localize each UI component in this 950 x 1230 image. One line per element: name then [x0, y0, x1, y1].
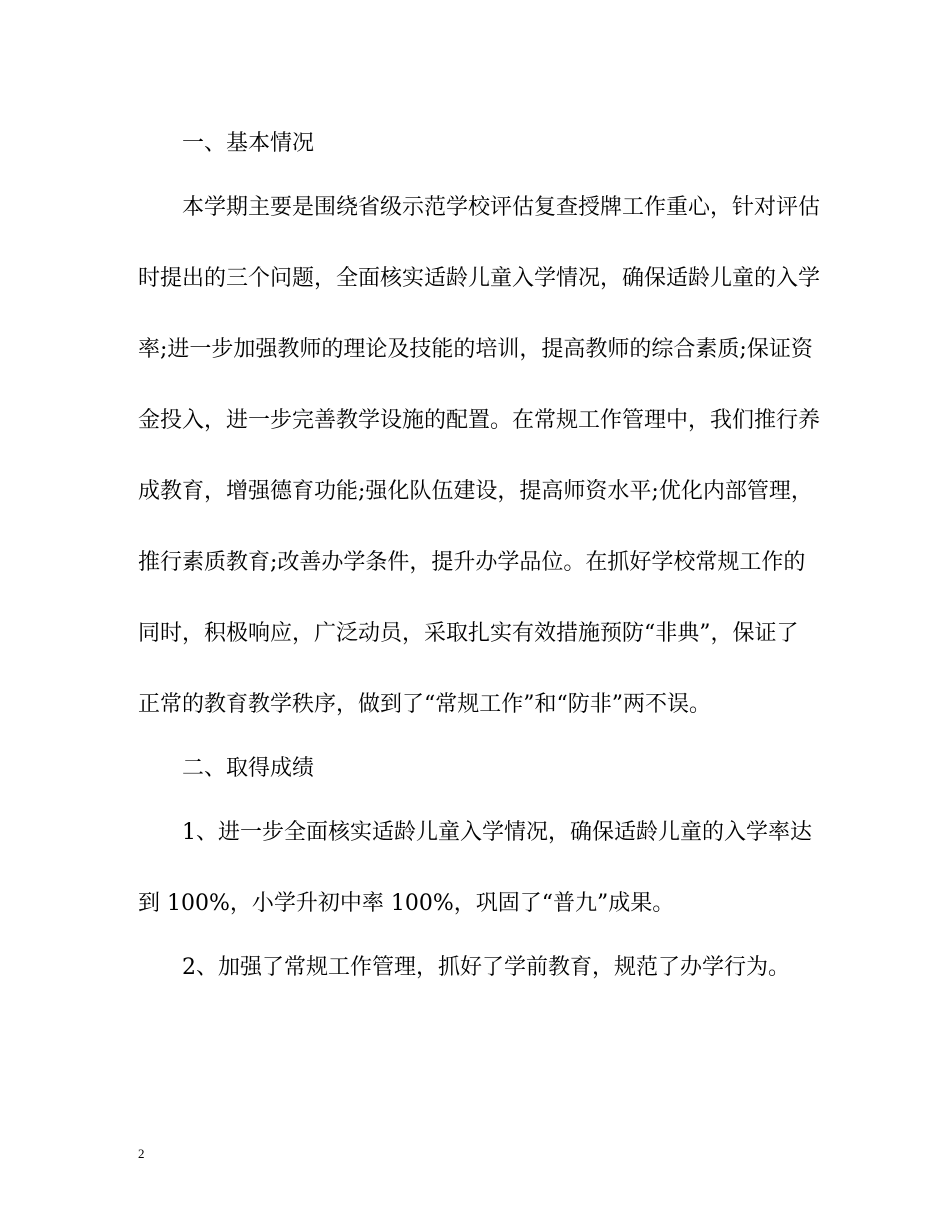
- list-item-line: 到 100%，小学升初中率 100%，巩固了“普九”成果。: [138, 891, 675, 916]
- section-heading-basic-situation: 一、基本情况: [182, 131, 315, 156]
- paragraph-line: 金投入，进一步完善教学设施的配置。在常规工作管理中，我们推行养: [138, 408, 821, 433]
- paragraph-line: 率;进一步加强教师的理论及技能的培训，提高教师的综合素质;保证资: [138, 337, 813, 362]
- list-item-line: 1、进一步全面核实适龄儿童入学情况，确保适龄儿童的入学率达: [182, 820, 812, 845]
- page-number: 2: [138, 1146, 145, 1161]
- paragraph-line: 正常的教育教学秩序，做到了“常规工作”和“防非”两不误。: [138, 692, 711, 717]
- paragraph-line: 本学期主要是围绕省级示范学校评估复查授牌工作重心，针对评估: [182, 195, 821, 220]
- paragraph-line: 同时，积极响应，广泛动员，采取扎实有效措施预防“非典”，保证了: [138, 621, 799, 646]
- paragraph-line: 时提出的三个问题，全面核实适龄儿童入学情况，确保适龄儿童的入学: [138, 266, 821, 291]
- list-item-line: 2、加强了常规工作管理，抓好了学前教育，规范了办学行为。: [182, 955, 790, 980]
- section-heading-achievements: 二、取得成绩: [182, 756, 315, 781]
- paragraph-line: 成教育，增强德育功能;强化队伍建设，提高师资水平;优化内部管理，: [138, 479, 813, 504]
- paragraph-line: 推行素质教育;改善办学条件，提升办学品位。在抓好学校常规工作的: [138, 550, 806, 575]
